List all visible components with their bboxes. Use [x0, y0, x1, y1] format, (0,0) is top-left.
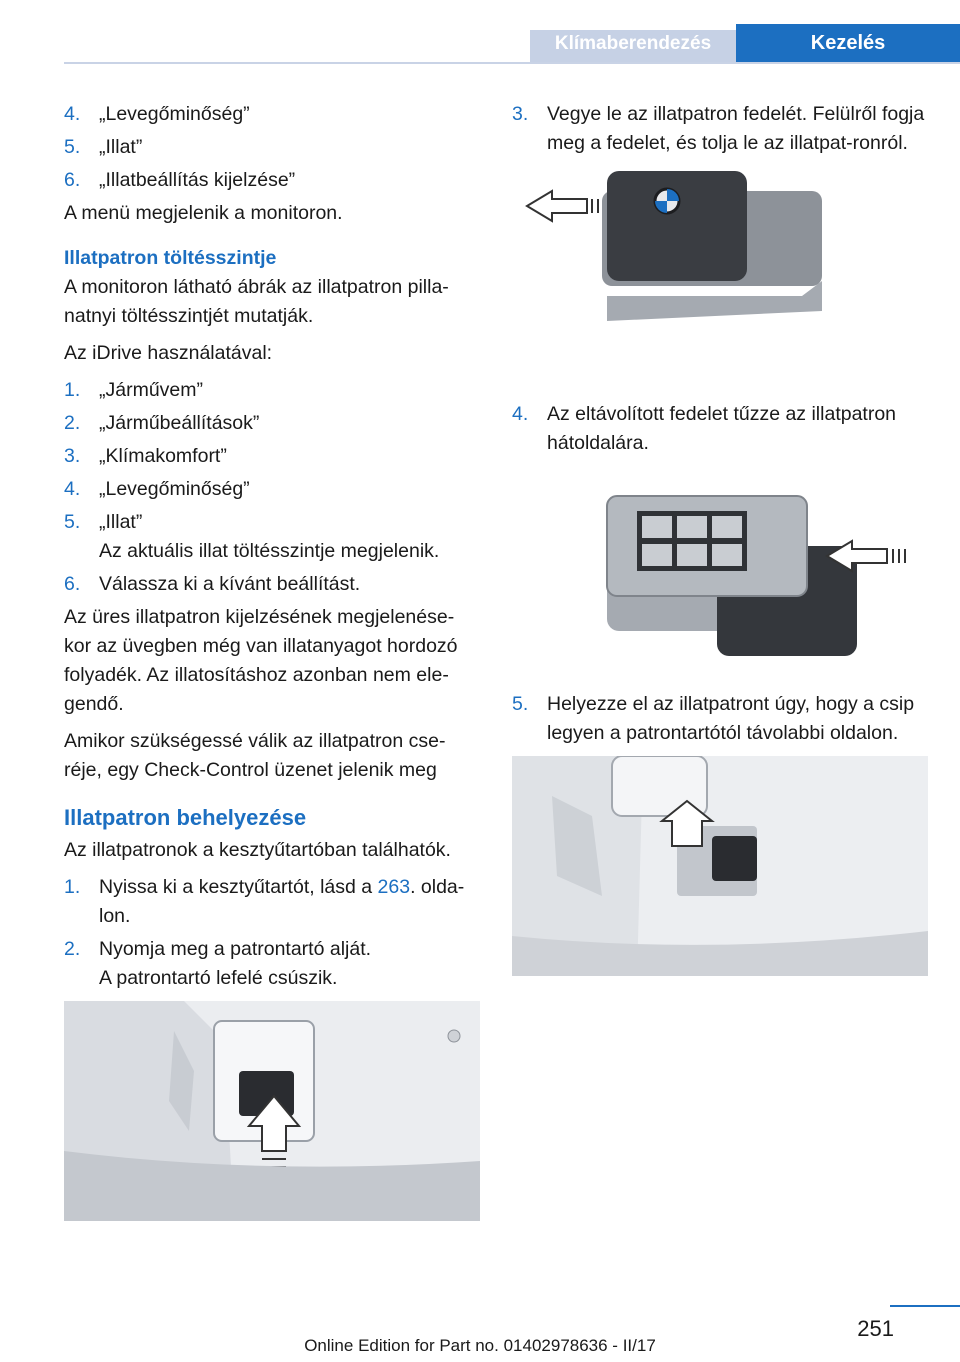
header-chapter-tab[interactable]: Kezelés — [736, 24, 960, 62]
list-item: 2. Nyomja meg a patrontartó alját. A patrontartó lefelé csúszik. — [64, 935, 480, 993]
list-item-note: A patrontartó lefelé csúszik. — [99, 967, 338, 989]
list-item: 1. Nyissa ki a kesztyűtartót, lásd a 263. olda-lon. — [64, 876, 465, 927]
menu-text: A menü megjelenik a monitoron. — [64, 202, 343, 224]
left-column — [64, 100, 480, 1235]
cover-steps-list — [512, 100, 928, 158]
list-item: 5. „Illat” Az aktuális illat töltésszintje megjelenik. — [64, 508, 480, 566]
level-description: A monitoron látható ábrák az illatpatron pilla-natnyi töltésszintjét mutatják. — [64, 276, 449, 327]
replace-cartridge-text: Amikor szükségessé válik az illatpatron cse-réje, egy Check-Control üzenet jelenik meg — [64, 730, 446, 781]
header-rule — [64, 62, 960, 64]
attach-cover-illustration — [512, 466, 928, 676]
list-item-note: Az aktuális illat töltésszintje megjelenik. — [99, 540, 440, 562]
list-item: 3. „Klímakomfort” — [64, 445, 227, 467]
list-item: 4. Az eltávolított fedelet tűzze az illatpatron hátoldalára. — [512, 403, 897, 454]
level-heading: Illatpatron töltésszintje — [64, 247, 277, 269]
list-item: 5. „Illat” — [64, 136, 143, 158]
glovebox-holder-illustration — [64, 1001, 480, 1221]
page-number: 251 — [857, 1316, 894, 1341]
insert-cartridge-illustration — [512, 756, 928, 976]
page-reference-link[interactable]: 263 — [377, 876, 411, 898]
cover-steps-list-3 — [512, 690, 928, 748]
list-item: 1. „Járművem” — [64, 379, 204, 401]
list-item: 3. Vegye le az illatpatron fedelét. Felülről fogja meg a fedelet, és tolja le az illatpat-ronról. — [512, 103, 925, 154]
list-item: 2. „Járműbeállítások” — [64, 412, 260, 434]
empty-cartridge-text: Az üres illatpatron kijelzésének megjelenése-kor az üvegben még van illatanyagot hordozó folyadék. Az illatosításhoz azonban nem ele-gendő. — [64, 606, 458, 715]
menu-steps-list-b — [64, 376, 480, 599]
idrive-text: Az iDrive használatával: — [64, 342, 273, 364]
insert-heading: Illatpatron behelyezése — [64, 805, 307, 830]
remove-cover-illustration — [512, 166, 928, 386]
insert-steps-list — [64, 873, 480, 993]
edition-footer: Online Edition for Part no. 01402978636 - II/17 — [304, 1336, 656, 1355]
list-item: 4. „Levegőminőség” — [64, 478, 250, 500]
header-section-tab[interactable]: Klímaberendezés — [530, 30, 736, 62]
list-item: 4. „Levegőminőség” — [64, 103, 250, 125]
list-item: 6. Válassza ki a kívánt beállítást. — [64, 573, 361, 595]
list-item: 6. „Illatbeállítás kijelzése” — [64, 169, 296, 191]
menu-steps-list-a — [64, 100, 480, 195]
list-item: 5. Helyezze el az illatpatront úgy, hogy a csip legyen a patrontartótól távolabbi oldalon. — [512, 693, 915, 744]
right-column — [512, 100, 928, 990]
insert-intro: Az illatpatronok a kesztyűtartóban találhatók. — [64, 839, 451, 861]
cover-steps-list-2 — [512, 400, 928, 458]
footer-rule — [890, 1305, 960, 1307]
